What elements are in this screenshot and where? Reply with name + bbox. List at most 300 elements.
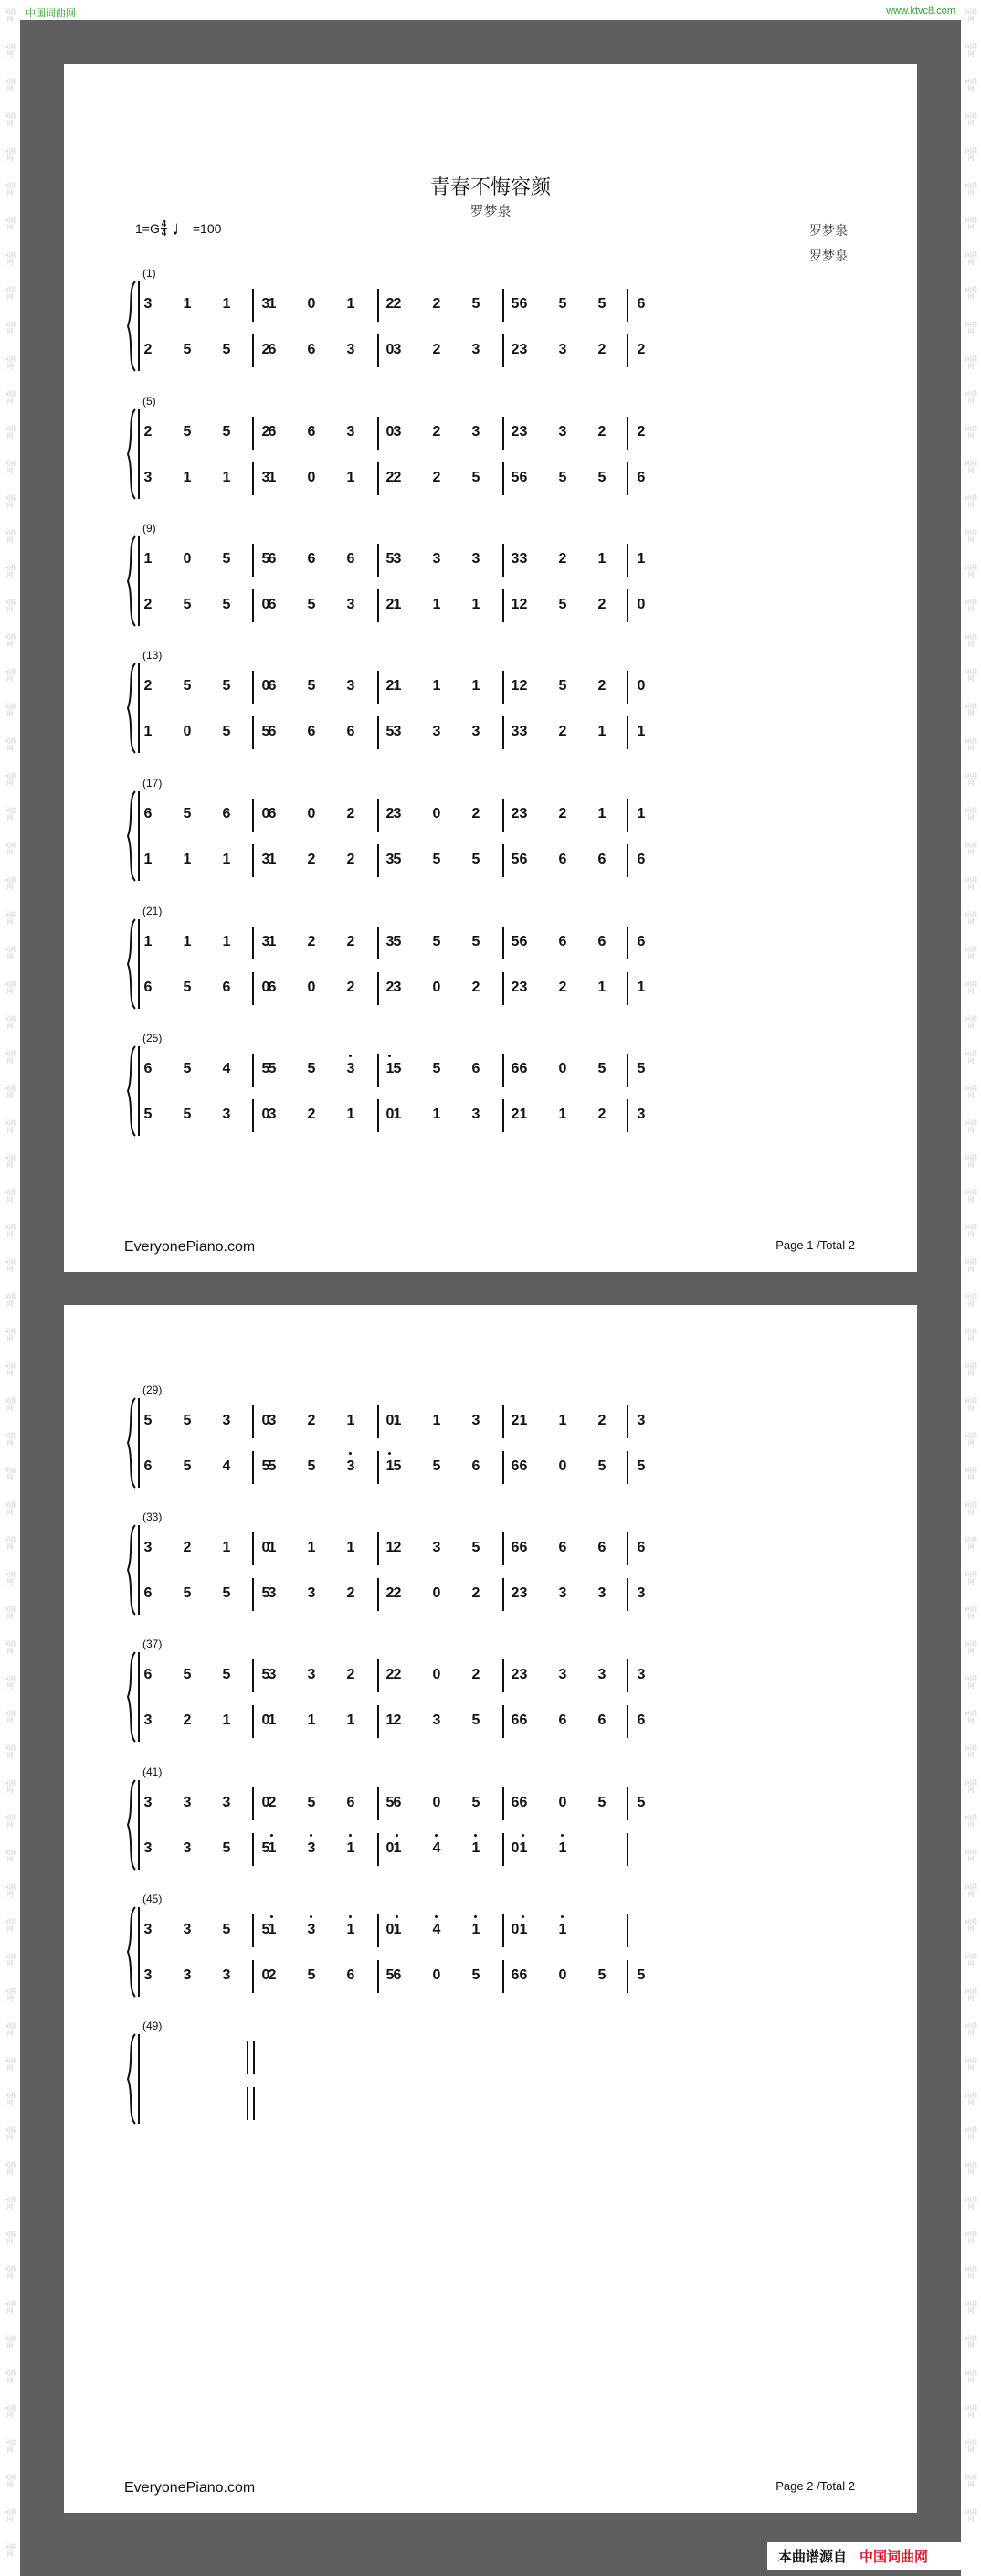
note [178, 1458, 196, 1475]
watermark-text: 词曲网 [965, 1294, 977, 1308]
watermark-text: 词曲网 [965, 2023, 977, 2037]
note [554, 1667, 572, 1683]
note [554, 1107, 572, 1123]
note-digit: 0 [432, 1967, 441, 1983]
watermark-text: 词曲网 [965, 669, 977, 683]
note-digit: 5 [432, 1458, 441, 1474]
note-digit: 5 [261, 551, 270, 567]
watermark-text: 词曲网 [4, 1954, 16, 1967]
treble-row [124, 1913, 864, 1949]
watermark-text: 词曲网 [965, 2370, 977, 2384]
final-double-barline [247, 2087, 255, 2120]
site-url-link[interactable]: www.ktvc8.com [886, 5, 955, 16]
score-system [124, 905, 864, 1012]
note-digit: 5 [222, 1585, 231, 1601]
note [217, 1712, 236, 1729]
note-digit: 0 [432, 1585, 441, 1601]
note-digit: 3 [393, 342, 402, 357]
note-digit: 5 [597, 1795, 607, 1810]
note-digit: 3 [511, 551, 520, 567]
barline [252, 716, 254, 749]
note-digit: 5 [637, 1795, 646, 1810]
note-digit: 1 [432, 678, 441, 694]
note [593, 806, 611, 822]
watermark-text: 词曲网 [965, 183, 977, 196]
barline [252, 544, 254, 577]
note [632, 934, 650, 950]
note-digit: 2 [346, 934, 355, 949]
note [467, 1585, 485, 1602]
note-digit: 1 [393, 1922, 402, 1937]
note-digit: 5 [597, 470, 607, 485]
note-digit: 2 [471, 980, 480, 995]
watermark-text: 词曲网 [4, 2336, 16, 2349]
watermark-text: 词曲网 [4, 1051, 16, 1065]
score-system [124, 395, 864, 503]
note-digit: 2 [519, 678, 528, 694]
note-digit: 5 [471, 852, 480, 867]
note-digit: 1 [346, 1922, 355, 1937]
note-digit: 6 [558, 1712, 567, 1728]
watermark-text: 词曲网 [965, 1086, 977, 1099]
watermark-text: 词曲网 [965, 1398, 977, 1412]
note-digit: 5 [261, 1922, 270, 1937]
note-digit: 2 [558, 806, 567, 822]
note-digit: 6 [511, 1795, 520, 1810]
note [467, 1795, 485, 1811]
note [554, 980, 572, 996]
octave-dot-icon [310, 1834, 312, 1837]
note-digit: 6 [268, 551, 277, 567]
barline [627, 1659, 628, 1692]
watermark-text: 词曲网 [4, 1468, 16, 1481]
note-digit: 1 [385, 1458, 395, 1474]
note-digit: 0 [307, 806, 316, 822]
watermark-text: 词曲网 [4, 252, 16, 266]
watermark-text: 词曲网 [965, 2231, 977, 2245]
watermark-text: 词曲网 [4, 2301, 16, 2315]
watermark-text: 词曲网 [965, 148, 977, 162]
source-logo-site: 中国词曲网 [860, 2549, 929, 2565]
note-digit: 2 [393, 1712, 402, 1728]
note [427, 1840, 446, 1857]
note-digit: 3 [393, 806, 402, 822]
barline [377, 1914, 379, 1947]
barline [252, 1833, 254, 1866]
note [342, 1458, 360, 1475]
note-digit: 5 [183, 1061, 192, 1076]
note [178, 852, 196, 868]
note [217, 934, 236, 950]
note [302, 1107, 321, 1123]
note [263, 1922, 281, 1938]
score-system [124, 1765, 864, 1873]
watermark-text: 词曲网 [4, 1433, 16, 1447]
treble-row [124, 415, 864, 451]
note-digit: 2 [143, 424, 153, 440]
note-digit: 1 [471, 597, 480, 612]
note [342, 424, 360, 440]
barline [377, 1451, 379, 1484]
watermark-text: 词曲网 [4, 773, 16, 787]
watermark-text: 词曲网 [965, 356, 977, 370]
note-digit: 0 [261, 1107, 270, 1122]
note [263, 1107, 281, 1123]
note [139, 1458, 157, 1475]
source-logo[interactable] [767, 2542, 981, 2570]
note [139, 424, 157, 440]
note-digit: 3 [143, 1922, 153, 1937]
barline [377, 1787, 379, 1820]
note-digit: 4 [222, 1061, 231, 1076]
note-digit: 0 [637, 678, 646, 694]
barline [377, 417, 379, 450]
note [302, 296, 321, 313]
note-digit: 3 [519, 342, 528, 357]
note [427, 1967, 446, 1984]
note-digit: 1 [183, 296, 192, 312]
barline [377, 671, 379, 704]
bass-row [124, 2085, 864, 2122]
note-digit: 3 [261, 296, 270, 312]
note [217, 852, 236, 868]
note [178, 1540, 196, 1556]
note-digit: 3 [385, 852, 395, 867]
top-bar [20, 0, 961, 20]
note-digit: 6 [307, 424, 316, 440]
note [263, 551, 281, 567]
note [385, 678, 406, 694]
watermark-text: 词曲网 [965, 877, 977, 891]
barline [502, 1914, 504, 1947]
note-digit: 5 [432, 934, 441, 949]
barline [252, 1914, 254, 1947]
tempo-label: =100 [192, 221, 222, 236]
note [467, 424, 485, 440]
note-digit: 1 [511, 597, 520, 612]
note [427, 806, 446, 822]
watermark-text: 词曲网 [4, 426, 16, 440]
octave-dot-icon [310, 1915, 312, 1918]
note-digit: 3 [558, 1667, 567, 1682]
note-digit: 6 [346, 724, 355, 739]
note [139, 1840, 157, 1857]
note-digit: 3 [637, 1585, 646, 1601]
note [554, 1413, 572, 1429]
note [467, 980, 485, 996]
note [467, 597, 485, 613]
note-digit: 3 [143, 470, 153, 485]
treble-row [124, 2040, 864, 2076]
note [632, 1540, 650, 1556]
note [554, 1585, 572, 1602]
note [511, 1967, 533, 1984]
measure-number: (25) [142, 1032, 163, 1044]
watermark-text: 词曲网 [4, 2405, 16, 2419]
barline [627, 589, 628, 622]
note-digit: 1 [558, 1840, 567, 1856]
note [593, 980, 611, 996]
note-digit: 1 [393, 1840, 402, 1856]
note [467, 934, 485, 950]
octave-dot-icon [349, 1915, 352, 1918]
note [427, 852, 446, 868]
note [385, 1061, 406, 1077]
note [632, 1712, 650, 1729]
note [342, 1413, 360, 1429]
note [178, 980, 196, 996]
watermark-text: 词曲网 [4, 148, 16, 162]
note [632, 597, 650, 613]
barline [502, 1960, 504, 1993]
note-digit: 2 [183, 1540, 192, 1555]
octave-dot-icon [270, 1915, 273, 1918]
note [342, 806, 360, 822]
note-digit: 1 [637, 806, 646, 822]
note-digit: 3 [261, 934, 270, 949]
note [342, 1795, 360, 1811]
note [554, 1795, 572, 1811]
note [302, 1458, 321, 1475]
score-system [124, 649, 864, 757]
note [467, 1540, 485, 1556]
note [302, 806, 321, 822]
note-digit: 3 [597, 1667, 607, 1682]
barline [377, 716, 379, 749]
treble-row [124, 925, 864, 961]
watermark-text: 词曲网 [4, 2197, 16, 2210]
barline [377, 799, 379, 832]
note [511, 342, 533, 358]
note [263, 1967, 281, 1984]
note-digit: 5 [183, 424, 192, 440]
note-digit: 5 [307, 1061, 316, 1076]
note [342, 678, 360, 694]
measure-number: (33) [142, 1511, 163, 1523]
note [302, 1795, 321, 1811]
time-signature-bottom: 4 [161, 228, 167, 239]
note [385, 1413, 406, 1429]
note-digit: 5 [385, 1795, 395, 1810]
note [554, 551, 572, 567]
note-digit: 3 [307, 1667, 316, 1682]
right-watermark-strip [961, 0, 981, 2576]
measure-number: (37) [142, 1638, 163, 1650]
barline [502, 716, 504, 749]
note [263, 724, 281, 740]
note [385, 1795, 406, 1811]
barline [627, 1451, 628, 1484]
note [632, 470, 650, 486]
note-digit: 3 [268, 1107, 277, 1122]
note-digit: 3 [519, 980, 528, 995]
note [302, 551, 321, 567]
note [263, 1540, 281, 1556]
note [217, 678, 236, 694]
note-digit: 3 [268, 1413, 277, 1428]
note-digit: 5 [268, 1458, 277, 1474]
note-digit: 2 [558, 724, 567, 739]
octave-dot-icon [349, 1055, 352, 1057]
watermark-text: 词曲网 [965, 2266, 977, 2280]
watermark-text: 词曲网 [965, 217, 977, 231]
note [139, 1585, 157, 1602]
note [139, 852, 157, 868]
barline [502, 1099, 504, 1132]
quarter-note-icon: ♩ [171, 217, 192, 239]
barline [502, 462, 504, 495]
barline [252, 799, 254, 832]
barline [502, 799, 504, 832]
watermark-text: 词曲网 [4, 2093, 16, 2106]
note [139, 934, 157, 950]
note [342, 1061, 360, 1077]
note [511, 806, 533, 822]
watermark-text: 词曲网 [965, 1919, 977, 1933]
footer-site[interactable]: EveryonePiano.com [124, 1239, 256, 1255]
barline [627, 1960, 628, 1993]
note-digit: 0 [432, 1667, 441, 1682]
note [263, 424, 281, 440]
watermark-text: 词曲网 [4, 1537, 16, 1551]
watermark-text: 词曲网 [965, 1884, 977, 1898]
note [385, 1585, 406, 1602]
note [385, 1540, 406, 1556]
note-digit: 0 [261, 1712, 270, 1728]
note [342, 342, 360, 358]
note-digit: 6 [597, 852, 607, 867]
note-digit: 1 [385, 1061, 395, 1076]
note-digit: 5 [183, 342, 192, 357]
watermark-text: 词曲网 [965, 1676, 977, 1690]
watermark-text: 词曲网 [4, 1780, 16, 1794]
octave-dot-icon [522, 1915, 524, 1918]
treble-row [124, 1404, 864, 1440]
barline [377, 1099, 379, 1132]
watermark-text: 词曲网 [4, 2509, 16, 2523]
note-digit: 5 [307, 1458, 316, 1474]
barline [627, 1054, 628, 1087]
note-digit: 1 [471, 1840, 480, 1856]
watermark-text: 词曲网 [4, 2231, 16, 2245]
note [632, 852, 650, 868]
barline [627, 1578, 628, 1611]
note-digit: 6 [268, 597, 277, 612]
note-digit: 1 [143, 551, 153, 567]
note-digit: 0 [558, 1795, 567, 1810]
note-digit: 6 [519, 1458, 528, 1474]
note-digit: 0 [261, 678, 270, 694]
note-digit: 5 [511, 934, 520, 949]
note-digit: 6 [519, 296, 528, 312]
watermark-text: 词曲网 [4, 9, 16, 23]
note-digit: 1 [222, 1540, 231, 1555]
barline [377, 289, 379, 322]
note-digit: 5 [307, 1795, 316, 1810]
note-digit: 2 [393, 1667, 402, 1682]
bass-row [124, 1703, 864, 1740]
watermark-text: 词曲网 [965, 1433, 977, 1447]
composer-credit: 罗梦泉 [809, 224, 848, 239]
note-digit: 2 [385, 1667, 395, 1682]
barline [502, 1833, 504, 1866]
note [593, 1667, 611, 1683]
watermark-text: 词曲网 [4, 530, 16, 544]
note [178, 1922, 196, 1938]
note-digit: 5 [393, 1458, 402, 1474]
note-digit: 1 [597, 551, 607, 567]
note-digit: 1 [346, 1107, 355, 1122]
note-digit: 5 [222, 1922, 231, 1937]
note [385, 551, 406, 567]
barline [502, 671, 504, 704]
note [302, 470, 321, 486]
note-digit: 2 [268, 1967, 277, 1983]
note-digit: 3 [261, 470, 270, 485]
note-digit: 1 [268, 1840, 277, 1856]
barline [627, 1833, 628, 1866]
note-digit: 3 [346, 1061, 355, 1076]
note-digit: 3 [637, 1107, 646, 1122]
barline [627, 417, 628, 450]
watermark-text: 词曲网 [4, 634, 16, 648]
note [178, 724, 196, 740]
note [511, 551, 533, 567]
note [139, 678, 157, 694]
note-digit: 1 [597, 980, 607, 995]
note [302, 1540, 321, 1556]
note [178, 597, 196, 613]
note-digit: 6 [511, 1458, 520, 1474]
note [427, 1795, 446, 1811]
note-digit: 1 [597, 806, 607, 822]
note [139, 1413, 157, 1429]
barline [627, 1099, 628, 1132]
note-digit: 1 [519, 1107, 528, 1122]
watermark-text: 词曲网 [965, 1051, 977, 1065]
note-digit: 6 [268, 724, 277, 739]
note-digit: 3 [511, 724, 520, 739]
note-digit: 4 [222, 1458, 231, 1474]
footer-site[interactable]: EveryonePiano.com [124, 2480, 256, 2496]
note [593, 724, 611, 740]
note-digit: 3 [597, 1585, 607, 1601]
watermark-text: 词曲网 [4, 1363, 16, 1377]
barline [252, 1405, 254, 1438]
note [467, 1967, 485, 1984]
barline [377, 544, 379, 577]
note-digit: 2 [385, 806, 395, 822]
note-digit: 6 [558, 934, 567, 949]
note [217, 296, 236, 313]
watermark-text: 词曲网 [4, 2475, 16, 2488]
note-digit: 0 [261, 1540, 270, 1555]
note-digit: 2 [143, 342, 153, 357]
note-digit: 2 [597, 342, 607, 357]
site-name-link[interactable]: 中国词曲网 [26, 8, 76, 19]
note-digit: 0 [385, 1922, 395, 1937]
bass-row [124, 843, 864, 879]
note [217, 1107, 236, 1123]
note-digit: 1 [346, 1712, 355, 1728]
note [511, 1061, 533, 1077]
octave-dot-icon [270, 1834, 273, 1837]
octave-dot-icon [396, 1834, 398, 1837]
note [593, 1967, 611, 1984]
watermark-text: 词曲网 [4, 1155, 16, 1169]
note-digit: 2 [385, 470, 395, 485]
note-digit: 6 [637, 296, 646, 312]
